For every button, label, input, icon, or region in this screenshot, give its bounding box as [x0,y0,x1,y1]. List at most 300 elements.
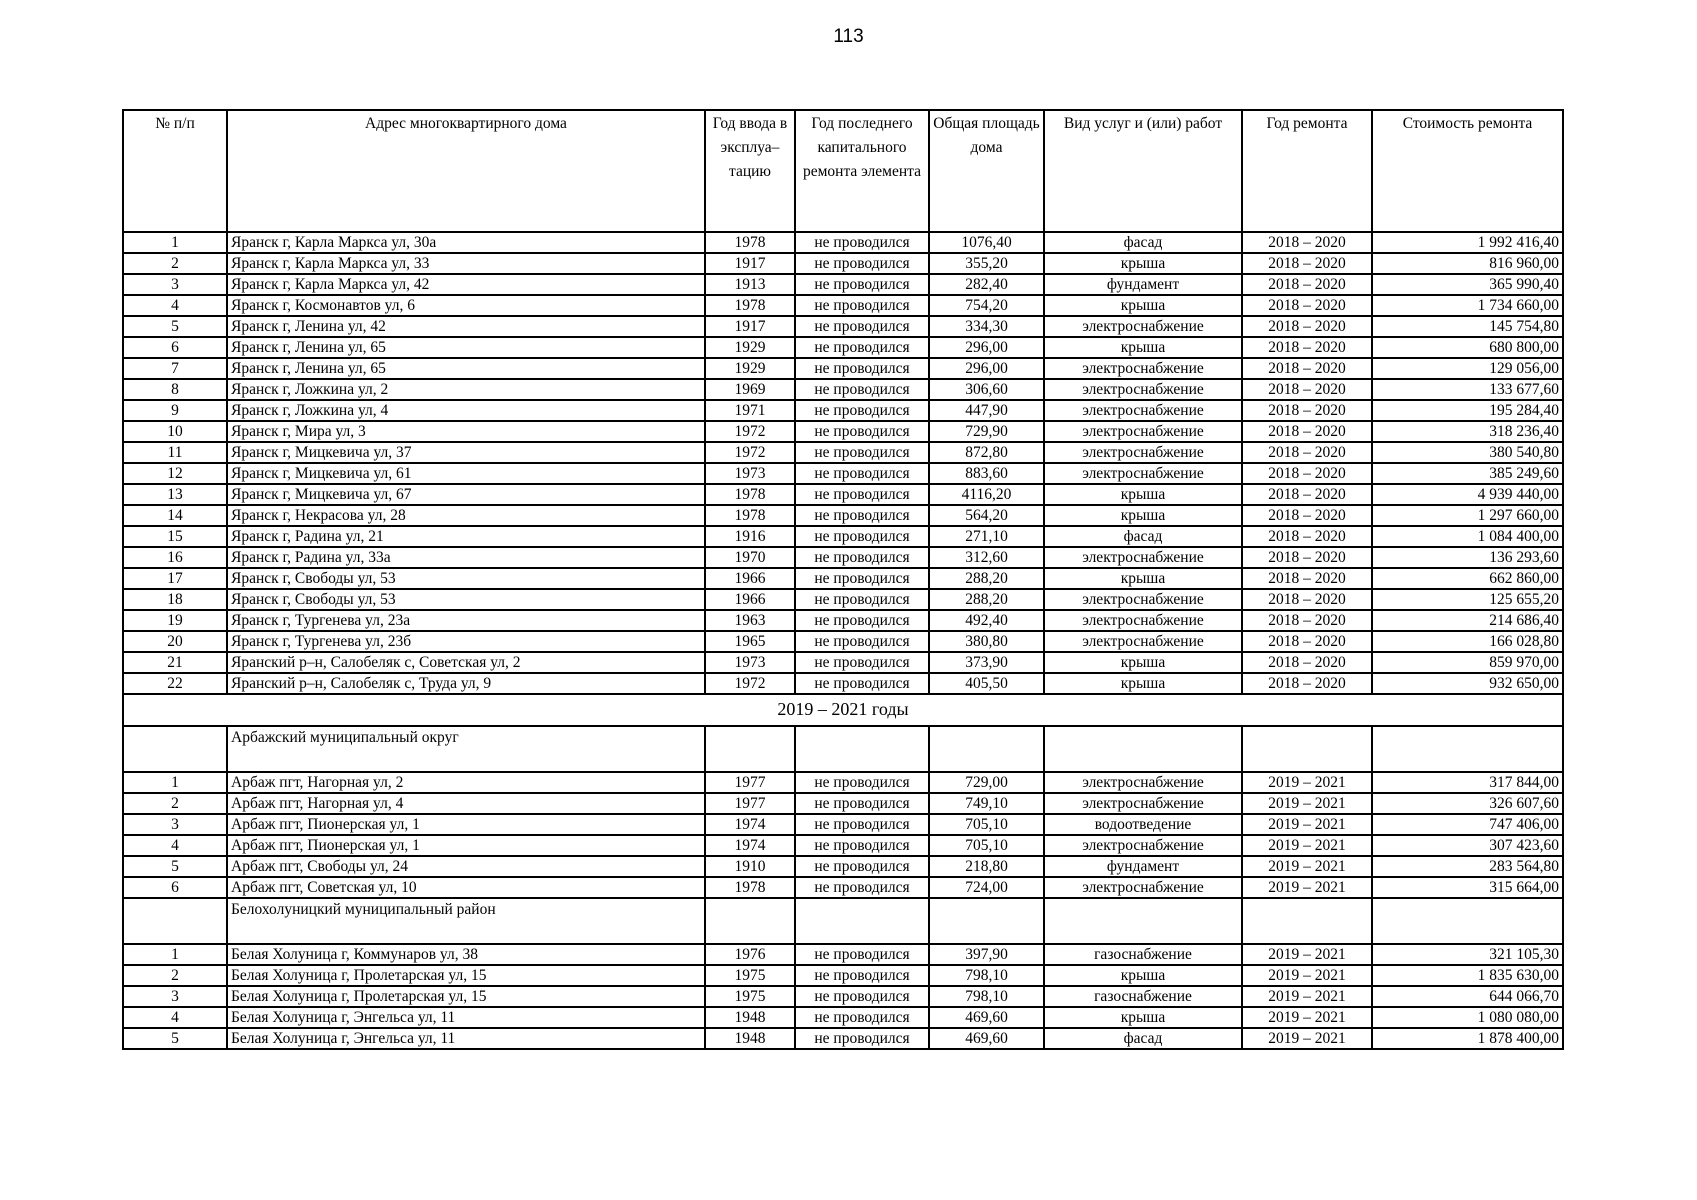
cell-year-built: 1973 [705,652,795,673]
cell-last-repair: не проводился [795,631,929,652]
header-repair-year: Год ремонта [1242,110,1372,232]
cell-num: 1 [123,772,227,793]
group-cell-empty [123,898,227,944]
cell-last-repair: не проводился [795,856,929,877]
cell-last-repair: не проводился [795,526,929,547]
cell-num: 5 [123,856,227,877]
table-row [123,1007,1563,1028]
cell-area: 883,60 [929,463,1044,484]
cell-year-built: 1969 [705,379,795,400]
cell-address: Яранск г, Космонавтов ул, 6 [227,295,705,316]
header-cost: Стоимость ремонта [1372,110,1563,232]
cell-year-built: 1963 [705,610,795,631]
cell-service: электроснабжение [1044,610,1242,631]
cell-year-built: 1975 [705,986,795,1007]
table-row [123,568,1563,589]
cell-last-repair: не проводился [795,772,929,793]
cell-repair-year: 2018 – 2020 [1242,526,1372,547]
cell-cost: 166 028,80 [1372,631,1563,652]
cell-num: 3 [123,274,227,295]
cell-last-repair: не проводился [795,442,929,463]
cell-area: 373,90 [929,652,1044,673]
cell-service: крыша [1044,673,1242,694]
cell-repair-year: 2019 – 2021 [1242,772,1372,793]
cell-cost: 365 990,40 [1372,274,1563,295]
table-row [123,505,1563,526]
table-row [123,772,1563,793]
table-row [123,652,1563,673]
cell-address: Белая Холуница г, Коммунаров ул, 38 [227,944,705,965]
cell-repair-year: 2019 – 2021 [1242,856,1372,877]
table-row [123,295,1563,316]
group-cell-empty [795,726,929,772]
cell-address: Яранск г, Свободы ул, 53 [227,568,705,589]
cell-num: 8 [123,379,227,400]
cell-service: крыша [1044,965,1242,986]
table-row [123,547,1563,568]
cell-service: электроснабжение [1044,589,1242,610]
group-cell-empty [1372,898,1563,944]
table-row [123,814,1563,835]
cell-num: 2 [123,965,227,986]
cell-area: 729,00 [929,772,1044,793]
cell-num: 19 [123,610,227,631]
cell-address: Белая Холуница г, Энгельса ул, 11 [227,1028,705,1049]
cell-year-built: 1948 [705,1028,795,1049]
cell-area: 282,40 [929,274,1044,295]
cell-address: Арбаж пгт, Пионерская ул, 1 [227,814,705,835]
table-row [123,1028,1563,1049]
cell-address: Яранск г, Некрасова ул, 28 [227,505,705,526]
cell-last-repair: не проводился [795,610,929,631]
cell-cost: 214 686,40 [1372,610,1563,631]
table-row [123,673,1563,694]
cell-cost: 680 800,00 [1372,337,1563,358]
cell-repair-year: 2018 – 2020 [1242,463,1372,484]
cell-area: 288,20 [929,589,1044,610]
table-row [123,877,1563,898]
cell-year-built: 1972 [705,421,795,442]
cell-repair-year: 2019 – 2021 [1242,944,1372,965]
cell-service: электроснабжение [1044,631,1242,652]
cell-service: электроснабжение [1044,772,1242,793]
cell-cost: 315 664,00 [1372,877,1563,898]
table-row [123,484,1563,505]
cell-year-built: 1978 [705,232,795,253]
cell-last-repair: не проводился [795,877,929,898]
cell-service: крыша [1044,484,1242,505]
cell-address: Арбаж пгт, Пионерская ул, 1 [227,835,705,856]
cell-repair-year: 2018 – 2020 [1242,652,1372,673]
cell-cost: 321 105,30 [1372,944,1563,965]
cell-address: Арбаж пгт, Нагорная ул, 2 [227,772,705,793]
group-cell-empty [1044,726,1242,772]
group-cell-empty [795,898,929,944]
cell-cost: 326 607,60 [1372,793,1563,814]
cell-area: 4116,20 [929,484,1044,505]
cell-area: 447,90 [929,400,1044,421]
period-label: 2019 – 2021 годы [123,694,1563,726]
period-header-row [123,694,1563,726]
cell-num: 22 [123,673,227,694]
cell-address: Яранск г, Мицкевича ул, 67 [227,484,705,505]
cell-year-built: 1978 [705,295,795,316]
cell-address: Белая Холуница г, Энгельса ул, 11 [227,1007,705,1028]
cell-repair-year: 2018 – 2020 [1242,547,1372,568]
table-row [123,253,1563,274]
cell-cost: 747 406,00 [1372,814,1563,835]
group-cell-empty [1242,898,1372,944]
cell-num: 6 [123,337,227,358]
cell-last-repair: не проводился [795,358,929,379]
cell-service: крыша [1044,652,1242,673]
cell-service: электроснабжение [1044,421,1242,442]
table-row [123,589,1563,610]
table-row [123,856,1563,877]
cell-repair-year: 2019 – 2021 [1242,814,1372,835]
cell-cost: 125 655,20 [1372,589,1563,610]
cell-cost: 1 084 400,00 [1372,526,1563,547]
cell-num: 12 [123,463,227,484]
cell-cost: 195 284,40 [1372,400,1563,421]
cell-last-repair: не проводился [795,568,929,589]
cell-area: 492,40 [929,610,1044,631]
cell-address: Яранск г, Свободы ул, 53 [227,589,705,610]
table-row [123,944,1563,965]
cell-repair-year: 2018 – 2020 [1242,232,1372,253]
cell-year-built: 1974 [705,835,795,856]
cell-last-repair: не проводился [795,589,929,610]
cell-cost: 133 677,60 [1372,379,1563,400]
cell-num: 2 [123,793,227,814]
cell-last-repair: не проводился [795,944,929,965]
cell-area: 724,00 [929,877,1044,898]
cell-last-repair: не проводился [795,1007,929,1028]
table-row [123,274,1563,295]
cell-year-built: 1970 [705,547,795,568]
header-last-repair: Год последнего капитального ремонта элемента [795,110,929,232]
cell-year-built: 1929 [705,337,795,358]
cell-area: 380,80 [929,631,1044,652]
cell-area: 469,60 [929,1028,1044,1049]
cell-year-built: 1974 [705,814,795,835]
cell-address: Яранск г, Мира ул, 3 [227,421,705,442]
group-cell-empty [1242,726,1372,772]
cell-year-built: 1913 [705,274,795,295]
cell-repair-year: 2018 – 2020 [1242,358,1372,379]
cell-cost: 859 970,00 [1372,652,1563,673]
cell-year-built: 1965 [705,631,795,652]
cell-num: 6 [123,877,227,898]
cell-area: 705,10 [929,835,1044,856]
cell-num: 3 [123,986,227,1007]
cell-repair-year: 2019 – 2021 [1242,1028,1372,1049]
cell-service: крыша [1044,253,1242,274]
cell-service: фасад [1044,1028,1242,1049]
cell-last-repair: не проводился [795,295,929,316]
group2-body [123,944,1563,1049]
cell-address: Яранск г, Тургенева ул, 23а [227,610,705,631]
cell-service: фундамент [1044,856,1242,877]
cell-cost: 385 249,60 [1372,463,1563,484]
group-cell-empty [705,898,795,944]
cell-num: 21 [123,652,227,673]
cell-num: 5 [123,316,227,337]
cell-cost: 283 564,80 [1372,856,1563,877]
cell-address: Яранск г, Радина ул, 33а [227,547,705,568]
cell-num: 4 [123,295,227,316]
cell-address: Белая Холуница г, Пролетарская ул, 15 [227,965,705,986]
cell-area: 296,00 [929,337,1044,358]
cell-num: 5 [123,1028,227,1049]
header-area: Общая площадь дома [929,110,1044,232]
cell-address: Яранск г, Ленина ул, 65 [227,358,705,379]
cell-service: электроснабжение [1044,442,1242,463]
cell-year-built: 1910 [705,856,795,877]
cell-num: 1 [123,944,227,965]
cell-repair-year: 2018 – 2020 [1242,295,1372,316]
cell-address: Яранск г, Мицкевича ул, 37 [227,442,705,463]
cell-service: крыша [1044,568,1242,589]
cell-cost: 644 066,70 [1372,986,1563,1007]
cell-address: Яранск г, Мицкевича ул, 61 [227,463,705,484]
cell-cost: 1 080 080,00 [1372,1007,1563,1028]
cell-last-repair: не проводился [795,814,929,835]
cell-area: 564,20 [929,505,1044,526]
cell-service: водоотведение [1044,814,1242,835]
cell-year-built: 1978 [705,484,795,505]
cell-num: 14 [123,505,227,526]
cell-cost: 1 835 630,00 [1372,965,1563,986]
cell-cost: 129 056,00 [1372,358,1563,379]
cell-service: фасад [1044,232,1242,253]
cell-year-built: 1977 [705,793,795,814]
cell-cost: 816 960,00 [1372,253,1563,274]
cell-repair-year: 2018 – 2020 [1242,400,1372,421]
cell-num: 17 [123,568,227,589]
cell-repair-year: 2018 – 2020 [1242,610,1372,631]
cell-repair-year: 2019 – 2021 [1242,877,1372,898]
group-header-row [123,726,1563,772]
cell-last-repair: не проводился [795,547,929,568]
table-row [123,631,1563,652]
cell-last-repair: не проводился [795,986,929,1007]
cell-last-repair: не проводился [795,484,929,505]
table-header [123,110,1563,232]
cell-service: электроснабжение [1044,835,1242,856]
cell-cost: 1 992 416,40 [1372,232,1563,253]
cell-cost: 1 734 660,00 [1372,295,1563,316]
cell-repair-year: 2018 – 2020 [1242,484,1372,505]
group-cell-empty [929,898,1044,944]
cell-service: электроснабжение [1044,379,1242,400]
cell-last-repair: не проводился [795,253,929,274]
cell-cost: 662 860,00 [1372,568,1563,589]
cell-service: электроснабжение [1044,877,1242,898]
table-row [123,316,1563,337]
cell-address: Яранск г, Карла Маркса ул, 33 [227,253,705,274]
table-row [123,986,1563,1007]
group1-body [123,772,1563,898]
cell-cost: 318 236,40 [1372,421,1563,442]
cell-last-repair: не проводился [795,316,929,337]
cell-year-built: 1978 [705,505,795,526]
cell-address: Яранск г, Ленина ул, 65 [227,337,705,358]
group-name: Белохолуницкий муниципальный район [227,898,705,944]
cell-last-repair: не проводился [795,400,929,421]
cell-area: 218,80 [929,856,1044,877]
cell-cost: 307 423,60 [1372,835,1563,856]
cell-year-built: 1977 [705,772,795,793]
cell-num: 18 [123,589,227,610]
table-row [123,421,1563,442]
cell-area: 754,20 [929,295,1044,316]
cell-repair-year: 2018 – 2020 [1242,253,1372,274]
cell-last-repair: не проводился [795,274,929,295]
cell-cost: 145 754,80 [1372,316,1563,337]
cell-year-built: 1972 [705,442,795,463]
cell-last-repair: не проводился [795,379,929,400]
cell-last-repair: не проводился [795,463,929,484]
cell-address: Белая Холуница г, Пролетарская ул, 15 [227,986,705,1007]
cell-year-built: 1972 [705,673,795,694]
cell-num: 10 [123,421,227,442]
cell-repair-year: 2019 – 2021 [1242,986,1372,1007]
cell-area: 798,10 [929,986,1044,1007]
cell-address: Яранский р–н, Салобеляк с, Советская ул, 2 [227,652,705,673]
cell-address: Яранск г, Карла Маркса ул, 30а [227,232,705,253]
table-row [123,835,1563,856]
cell-num: 7 [123,358,227,379]
cell-year-built: 1975 [705,965,795,986]
group-cell-empty [705,726,795,772]
cell-repair-year: 2018 – 2020 [1242,442,1372,463]
cell-repair-year: 2018 – 2020 [1242,379,1372,400]
group-cell-empty [123,726,227,772]
table-row [123,442,1563,463]
cell-last-repair: не проводился [795,793,929,814]
cell-repair-year: 2018 – 2020 [1242,421,1372,442]
cell-num: 4 [123,1007,227,1028]
cell-last-repair: не проводился [795,965,929,986]
cell-area: 397,90 [929,944,1044,965]
table-row [123,965,1563,986]
cell-cost: 4 939 440,00 [1372,484,1563,505]
cell-last-repair: не проводился [795,652,929,673]
cell-area: 355,20 [929,253,1044,274]
cell-num: 3 [123,814,227,835]
cell-service: фундамент [1044,274,1242,295]
cell-last-repair: не проводился [795,1028,929,1049]
cell-repair-year: 2019 – 2021 [1242,1007,1372,1028]
table-row [123,793,1563,814]
cell-repair-year: 2019 – 2021 [1242,835,1372,856]
table-row [123,337,1563,358]
group-cell-empty [1044,898,1242,944]
cell-last-repair: не проводился [795,505,929,526]
cell-address: Яранск г, Карла Маркса ул, 42 [227,274,705,295]
cell-year-built: 1973 [705,463,795,484]
cell-service: фасад [1044,526,1242,547]
cell-num: 13 [123,484,227,505]
header-year-built: Год ввода в эксплуа–тацию [705,110,795,232]
cell-repair-year: 2018 – 2020 [1242,631,1372,652]
cell-service: электроснабжение [1044,400,1242,421]
cell-num: 11 [123,442,227,463]
cell-year-built: 1929 [705,358,795,379]
cell-address: Арбаж пгт, Нагорная ул, 4 [227,793,705,814]
cell-area: 749,10 [929,793,1044,814]
header-address: Адрес многоквартирного дома [227,110,705,232]
cell-service: электроснабжение [1044,547,1242,568]
page-number: 113 [833,26,864,47]
cell-area: 288,20 [929,568,1044,589]
cell-address: Арбаж пгт, Свободы ул, 24 [227,856,705,877]
cell-cost: 317 844,00 [1372,772,1563,793]
cell-area: 271,10 [929,526,1044,547]
cell-area: 705,10 [929,814,1044,835]
cell-area: 312,60 [929,547,1044,568]
cell-repair-year: 2018 – 2020 [1242,568,1372,589]
table-row [123,526,1563,547]
repair-table [122,109,1564,1050]
cell-cost: 1 878 400,00 [1372,1028,1563,1049]
cell-cost: 136 293,60 [1372,547,1563,568]
cell-year-built: 1978 [705,877,795,898]
group-cell-empty [929,726,1044,772]
cell-last-repair: не проводился [795,835,929,856]
cell-repair-year: 2018 – 2020 [1242,337,1372,358]
cell-area: 296,00 [929,358,1044,379]
cell-num: 2 [123,253,227,274]
header-num: № п/п [123,110,227,232]
cell-area: 306,60 [929,379,1044,400]
cell-address: Яранский р–н, Салобеляк с, Труда ул, 9 [227,673,705,694]
cell-area: 1076,40 [929,232,1044,253]
cell-service: электроснабжение [1044,316,1242,337]
table-row [123,232,1563,253]
cell-service: крыша [1044,337,1242,358]
period2-section [123,694,1563,772]
cell-num: 1 [123,232,227,253]
cell-last-repair: не проводился [795,421,929,442]
cell-year-built: 1917 [705,253,795,274]
cell-year-built: 1917 [705,316,795,337]
cell-address: Яранск г, Ленина ул, 42 [227,316,705,337]
cell-num: 16 [123,547,227,568]
cell-address: Яранск г, Тургенева ул, 23б [227,631,705,652]
header-service: Вид услуг и (или) работ [1044,110,1242,232]
cell-year-built: 1971 [705,400,795,421]
cell-repair-year: 2018 – 2020 [1242,316,1372,337]
cell-year-built: 1976 [705,944,795,965]
cell-address: Арбаж пгт, Советская ул, 10 [227,877,705,898]
cell-year-built: 1948 [705,1007,795,1028]
cell-last-repair: не проводился [795,673,929,694]
group-name: Арбажский муниципальный округ [227,726,705,772]
section1-body [123,232,1563,694]
cell-area: 872,80 [929,442,1044,463]
cell-address: Яранск г, Ложкина ул, 2 [227,379,705,400]
cell-year-built: 1966 [705,568,795,589]
cell-service: электроснабжение [1044,358,1242,379]
cell-num: 15 [123,526,227,547]
group2-header [123,898,1563,944]
group-header-row [123,898,1563,944]
cell-area: 405,50 [929,673,1044,694]
cell-service: газоснабжение [1044,986,1242,1007]
cell-num: 9 [123,400,227,421]
